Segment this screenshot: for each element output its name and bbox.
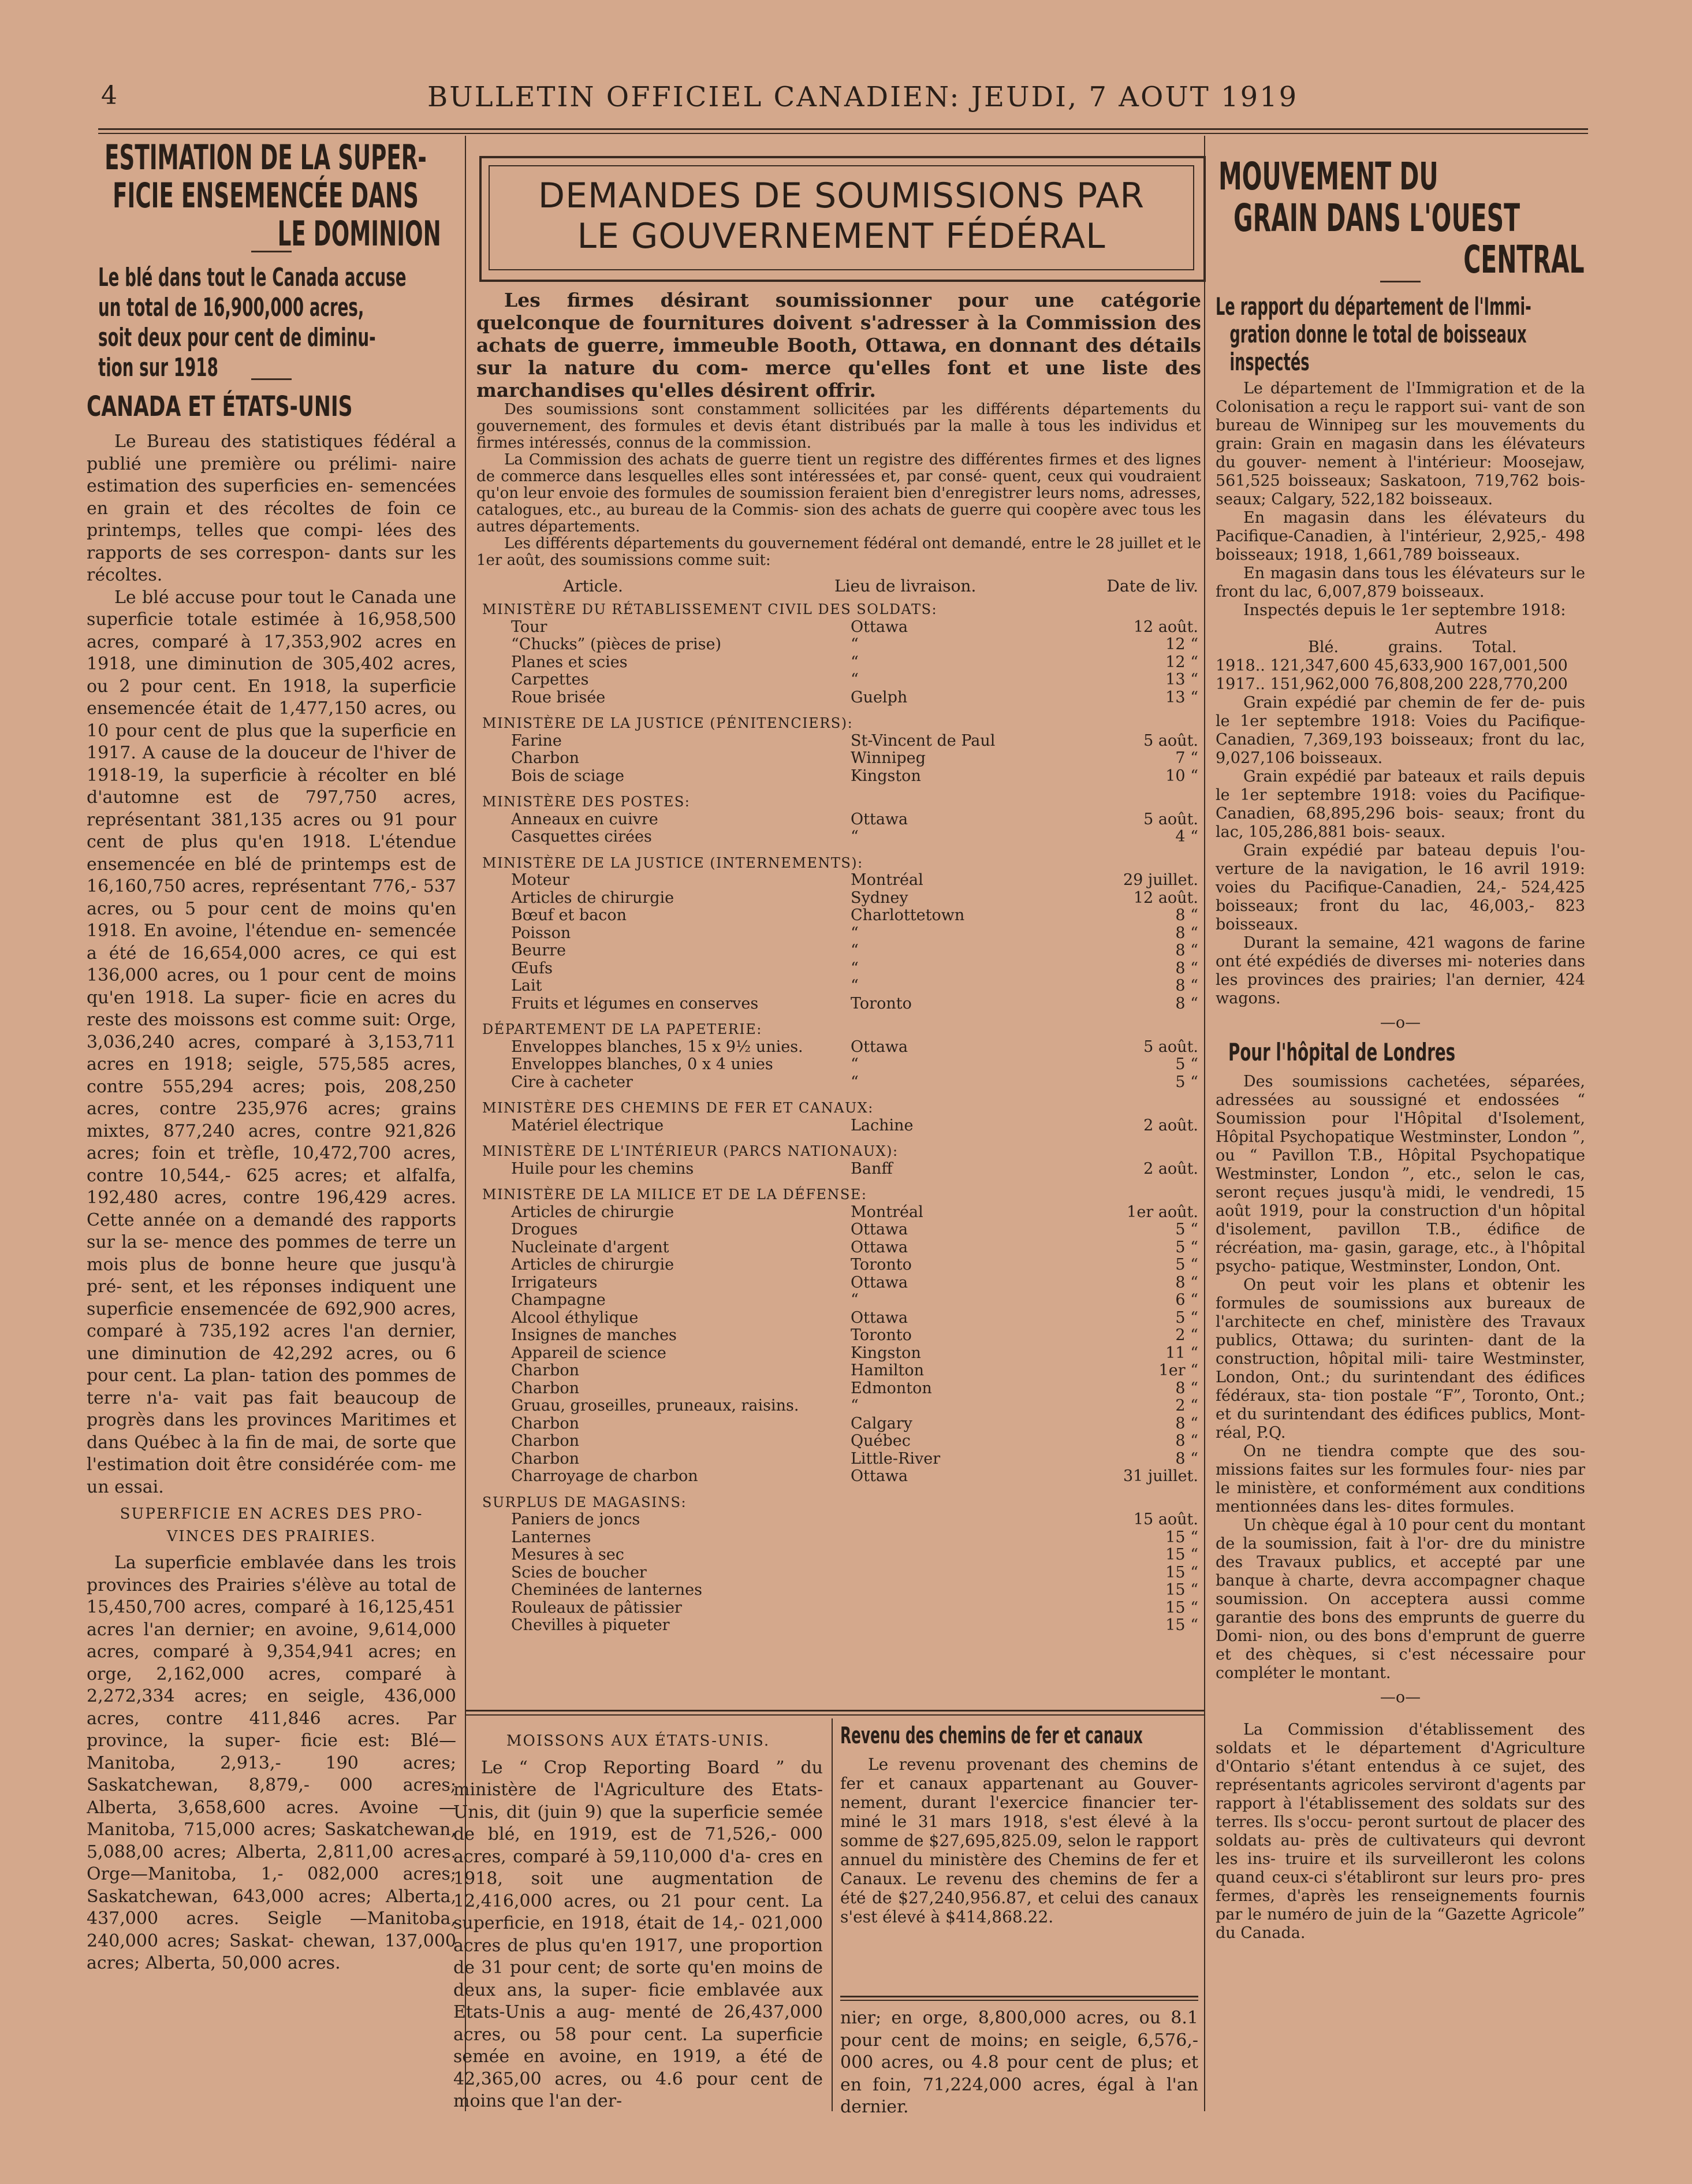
paragraph: Le Bureau des statistiques fédéral a publié une première ou prélimi- naire estimation des superficies en- semencées en grain et des récoltes de foin ce printemps, telles que compi- lées des rapports de ses correspon- dants sur les récoltes. — [87, 431, 456, 585]
table-row — [476, 654, 1198, 672]
cell-lieu: Banff — [851, 1159, 893, 1178]
cell-article: Enveloppes blanches, 15 x 9½ unies. — [511, 1037, 803, 1056]
header-rule — [98, 128, 1588, 130]
cell-lieu: Ottawa — [851, 1467, 908, 1485]
table-row — [476, 1380, 1198, 1398]
cell-lieu: Guelph — [851, 688, 908, 706]
cell-lieu: Ottawa — [851, 617, 908, 636]
table-row — [476, 1397, 1198, 1415]
paragraph: Grain expédié par bateaux et rails depuis le 1er septembre 1918: voies du Pacifique-Canadien, 68,895,296 bois- seaux; front du lac, 105,286,881 bois- seaux. — [1216, 768, 1585, 841]
page-title: BULLETIN OFFICIEL CANADIEN: JEUDI, 7 AOUT 1919 — [427, 81, 1299, 113]
table-row — [476, 1564, 1198, 1582]
header-rule-thin — [98, 133, 1588, 134]
cell-date: 5 “ — [1175, 1073, 1198, 1091]
table-body — [476, 601, 1198, 1635]
table-section-title: MINISTÈRE DE LA JUSTICE (INTERNEMENTS): — [482, 854, 863, 871]
cell-lieu: Winnipeg — [851, 749, 926, 767]
cell-date: 8 “ — [1175, 942, 1198, 959]
article-title: Revenu des chemins de fer et canaux — [840, 1722, 1143, 1749]
section-rule — [840, 1996, 1198, 1997]
cell-lieu: Toronto — [851, 1256, 912, 1274]
cell-article: Beurre — [511, 942, 567, 959]
table-row — [476, 1415, 1198, 1433]
table-section-title: MINISTÈRE DE LA MILICE ET DE LA DÉFENSE: — [482, 1186, 867, 1203]
cell-lieu: “ — [851, 924, 859, 942]
cell-date: 10 “ — [1165, 767, 1198, 785]
paragraph: Grain expédié par bateau depuis l'ou- verture de la navigation, le 16 avril 1919: voies du Pacifique-Canadien, 24,- 524,425 boisseaux; front du lac, 46,003,- 823 boisseaux. — [1216, 842, 1585, 933]
cell-lieu: Charlottetown — [851, 906, 965, 924]
cell-date: 7 “ — [1175, 749, 1198, 767]
cell-article: Tour — [511, 617, 547, 636]
table-section-title: MINISTÈRE DES POSTES: — [482, 794, 691, 810]
stats-row: 1917.. 151,962,000 76,808,200 228,770,200 — [1216, 675, 1568, 693]
table-row — [476, 1056, 1198, 1074]
cell-article: Bois de sciage — [511, 767, 624, 785]
cell-date: 5 août. — [1143, 1037, 1198, 1056]
cell-lieu: “ — [851, 653, 859, 671]
right-column — [1216, 156, 1585, 1943]
cell-date: 8 “ — [1175, 1273, 1198, 1292]
cell-article: Roue brisée — [511, 688, 606, 706]
cell-date: 1er août. — [1127, 1203, 1198, 1221]
cell-date: 5 “ — [1175, 1238, 1198, 1256]
tender-table — [476, 578, 1198, 1635]
moissons-article — [453, 1730, 823, 2113]
cell-date: 15 août. — [1133, 1510, 1198, 1528]
cell-article: Alcool éthylique — [511, 1308, 639, 1327]
cell-article: Charbon — [511, 1379, 579, 1397]
paragraph: Un chèque égal à 10 pour cent du montant de la soumission, fait à l'or- dre du ministre des Travaux publics, et accepté par une banque à charte, devra accompagner chaque soumission. On acceptera aussi comme garantie des bons des emprunts de guerre du Domi- nion, ou des bons d'emprunt de guerre et des chèques, si c'est nécessaire pour compléter le montant. — [1216, 1516, 1585, 1682]
cell-lieu: Sydney — [851, 888, 908, 907]
paragraph: Grain expédié par chemin de fer de- puis le 1er septembre 1918: Voies du Pacifique-Canadien, 7,369,193 boisseaux; front du lac, 9,027,106 boisseaux. — [1216, 694, 1585, 767]
paragraph: Le département de l'Immigration et de la Colonisation a reçu le rapport sui- vant de son bureau de Winnipeg sur les mouvements du grain: Grain en magasin dans les élévateurs du gouver- nement à l'intérieur: Moosejaw, 561,525 boisseaux; Saskatoon, 719,762 bois- seaux; Calgary, 522,182 boisseaux. — [1216, 379, 1585, 508]
cell-article: Appareil de science — [511, 1344, 666, 1362]
cell-date: 5 “ — [1175, 1055, 1198, 1073]
lead-paragraph: Les firmes désirant soumissionner pour une catégorie quelconque de fournitures doivent s'adresser à la Commission des achats de guerre, immeuble Booth, Ottawa, en donnant des détails sur la nature du com- merce qu'elles font et une liste des marchandises qu'elles désirent offrir. — [476, 289, 1201, 401]
column-header: Lieu de livraison. — [834, 576, 977, 596]
cell-date: 13 “ — [1165, 671, 1198, 689]
paragraph: La superficie emblavée dans les trois provinces des Prairies s'élève au total de 15,450,700 acres, comparé à 16,125,451 acres l'an dernier; en avoine, 9,614,000 acres, comparé à 9,354,941 acres; en orge, 2,162,000 acres, comparé à 2,272,334 acres; en seigle, 436,000 acres, contre 411,846 acres. Par province, la super- ficie est: Blé—Manitoba, 2,913,- 190 acres; Saskatchewan, 8,879,- 000 acres; Alberta, 3,658,600 acres. Avoine — Manitoba, 715,000 acres; Saskatchewan, 5,088,00 acres; Alberta, 2,811,00 acres. Orge—Manitoba, 1,- 082,000 acres; Saskatchewan, 643,000 acres; Alberta, 437,000 acres. Seigle —Manitoba, 240,000 acres; Saskat- chewan, 137,000 acres; Alberta, 50,000 acres. — [87, 1553, 456, 1973]
cell-date: 12 août. — [1133, 617, 1198, 636]
cell-lieu: Ottawa — [851, 1238, 908, 1256]
cell-lieu: Toronto — [851, 1326, 912, 1344]
column-header: Article. — [563, 576, 623, 596]
cell-date: 4 “ — [1175, 828, 1198, 846]
cell-date: 12 août. — [1133, 888, 1198, 907]
table-row — [476, 732, 1198, 750]
table-row — [476, 995, 1198, 1013]
paragraph: Durant la semaine, 421 wagons de farine ont été expédiés de diverses mi- noteries dans les provinces des prairies; l'an dernier, 424 wagons. — [1216, 934, 1585, 1007]
cell-date: 15 “ — [1165, 1581, 1198, 1599]
cell-lieu: Ottawa — [851, 1037, 908, 1056]
paragraph: La Commission des achats de guerre tient un registre des différentes firmes et des lignes de commerce dans lesquelles elles sont intéressées et, par consé- quent, ceux qui voudraient qu'on leur envoie des formules de soumission feraient bien d'enregistrer leurs noms, adresses, catalogues, etc., au bureau de la Commis- sion des achats de guerre qui coopère avec tous les autres départements. — [476, 451, 1201, 535]
cell-article: Moteur — [511, 871, 570, 889]
table-row — [476, 890, 1198, 907]
cell-lieu: Ottawa — [851, 1308, 908, 1327]
table-row — [476, 689, 1198, 707]
cell-article: Irrigateurs — [511, 1273, 598, 1292]
column-header: Date de liv. — [1106, 576, 1198, 596]
table-row — [476, 1327, 1198, 1345]
paragraph: nier; en orge, 8,800,000 acres, ou 8.1 pour cent de moins; en seigle, 6,576,- 000 acres, ou 4.8 pour cent de plus; et en foin, 71,224,000 acres, égal à l'an dernier. — [840, 2008, 1198, 2117]
cell-lieu: St-Vincent de Paul — [851, 731, 996, 750]
paragraph: En magasin dans tous les élévateurs sur le front du lac, 6,007,879 boisseaux. — [1216, 564, 1585, 601]
separator-ornament: —o— — [1380, 1688, 1421, 1706]
cell-lieu: “ — [851, 671, 859, 689]
cell-article: Poisson — [511, 924, 571, 942]
cell-date: 13 “ — [1165, 688, 1198, 706]
cell-lieu: “ — [851, 942, 859, 959]
cell-lieu: “ — [851, 828, 859, 846]
table-row — [476, 1599, 1198, 1617]
table-row — [476, 925, 1198, 943]
stats-header: Blé. grains. Total. — [1308, 638, 1517, 656]
cell-article: Farine — [511, 731, 562, 750]
divider — [1380, 281, 1421, 282]
cell-date: 8 “ — [1175, 1414, 1198, 1433]
section-title: CANADA ET ÉTATS-UNIS — [87, 390, 353, 423]
table-row — [476, 872, 1198, 890]
left-column — [87, 139, 456, 1975]
cell-article: Articles de chirurgie — [511, 1203, 674, 1221]
cell-lieu: Edmonton — [851, 1379, 932, 1397]
cell-article: Articles de chirurgie — [511, 1256, 674, 1274]
table-row — [476, 1617, 1198, 1635]
cell-article: Charbon — [511, 1361, 579, 1379]
cell-article: Insignes de manches — [511, 1326, 677, 1344]
cell-date: 8 “ — [1175, 1449, 1198, 1468]
table-row — [476, 1546, 1198, 1564]
table-row — [476, 1362, 1198, 1380]
cell-lieu: Kingston — [851, 1344, 921, 1362]
left-subheadline: Le blé dans tout le Canada accuse un total de 16,900,000 acres, soit deux pour cent de diminu- tion sur 1918 — [98, 263, 407, 382]
cell-lieu: “ — [851, 959, 859, 977]
paragraph: Inspectés depuis le 1er septembre 1918: — [1243, 601, 1566, 619]
cell-article: “Chucks” (pièces de prise) — [511, 635, 721, 653]
cell-article: Paniers de joncs — [511, 1510, 640, 1528]
table-section-title: MINISTÈRE DE L'INTÉRIEUR (PARCS NATIONAUX): — [482, 1143, 899, 1159]
cell-date: 1er “ — [1158, 1361, 1198, 1379]
table-row — [476, 1511, 1198, 1529]
cell-lieu: “ — [851, 1073, 859, 1091]
table-row — [476, 1468, 1198, 1486]
table-row — [476, 636, 1198, 654]
cell-article: Articles de chirurgie — [511, 888, 674, 907]
cell-date: 5 août. — [1143, 810, 1198, 828]
table-header — [476, 578, 1198, 601]
cell-lieu: Toronto — [851, 994, 912, 1013]
cell-article: Œufs — [511, 959, 553, 977]
cell-lieu: Lachine — [851, 1116, 914, 1134]
table-row — [476, 1309, 1198, 1327]
cell-article: Carpettes — [511, 671, 589, 689]
cell-article: Scies de boucher — [511, 1563, 647, 1582]
cell-date: 31 juillet. — [1123, 1467, 1198, 1485]
cell-article: Enveloppes blanches, 0 x 4 unies — [511, 1055, 773, 1073]
cell-date: 8 “ — [1175, 977, 1198, 995]
stats-row: 1918.. 121,347,600 45,633,900 167,001,500 — [1216, 657, 1568, 675]
cell-lieu: Ottawa — [851, 1221, 908, 1238]
left-headline: ESTIMATION DE LA SUPER- FICIE ENSEMENCÉE DANS LE DOMINION — [105, 137, 441, 254]
middle-intro — [476, 289, 1201, 569]
table-section-title: DÉPARTEMENT DE LA PAPETERIE: — [482, 1021, 762, 1037]
cell-date: 15 “ — [1165, 1598, 1198, 1617]
cell-date: 12 “ — [1165, 635, 1198, 653]
paragraph: Le “ Crop Reporting Board ” du ministère de l'Agriculture des Etats- Unis, dit (juin 9) que la superficie semée de blé, en 1919, est de 71,526,- 000 acres, comparé à 59,110,000 d'a- cres en 1918, soit une augmentation de 12,416,000 acres, ou 21 pour cent. La superficie, en 1918, était de 14,- 021,000 acres de plus qu'en 1917, une proportion de 31 pour cent; de sorte qu'en moins de deux ans, la super- ficie emblavée aux Etats-Unis a aug- menté de 26,437,000 acres, ou 58 pour cent. La superficie semée en avoine, en 1919, a été de 42,365,00 acres, ou 4.6 pour cent de moins que l'an der- — [453, 1757, 823, 2111]
cell-date: 2 août. — [1143, 1116, 1198, 1134]
separator-ornament: —o— — [1380, 1014, 1421, 1032]
cell-article: Gruau, groseilles, pruneaux, raisins. — [511, 1397, 799, 1415]
cell-article: Huile pour les chemins — [511, 1159, 694, 1178]
cell-article: Chevilles à piqueter — [511, 1616, 670, 1634]
table-row — [476, 750, 1198, 768]
table-row — [476, 1292, 1198, 1309]
subsection-title: SUPERFICIE EN ACRES DES PRO- VINCES DES PRAIRIES. — [120, 1505, 423, 1545]
page-number: 4 — [101, 81, 117, 110]
cell-lieu: Little-River — [851, 1449, 941, 1468]
column-divider — [1204, 136, 1205, 2111]
table-row — [476, 811, 1198, 829]
cell-date: 8 “ — [1175, 906, 1198, 924]
revenu-article — [840, 1721, 1198, 1926]
cell-date: 5 août. — [1143, 731, 1198, 750]
cell-date: 15 “ — [1165, 1563, 1198, 1582]
cell-lieu: “ — [851, 1055, 859, 1073]
paragraph: En magasin dans les élévateurs du Pacifique-Canadien, à l'intérieur, 2,925,- 498 boisseaux; 1918, 1,661,789 boisseaux. — [1216, 509, 1585, 564]
paragraph: La Commission d'établissement des soldats et le département d'Agriculture d'Ontario s'étant entendus à ce sujet, des représentants agricoles serviront d'agents par rapport à l'établissement des soldats sur des terres. Ils s'occu- peront surtout de placer des soldats au- près de cultivateurs qui devront les ins- truire et ils surveilleront les colons quand ceux-ci s'établiront sur leurs pro- pres fermes, d'après les renseignements fournis par le numéro de juin de la “Gazette Agricole” du Canada. — [1216, 1721, 1585, 1942]
box-title: DEMANDES DE SOUMISSIONS PAR LE GOUVERNEMENT FÉDÉRAL — [538, 176, 1145, 256]
table-row — [476, 1582, 1198, 1599]
cell-date: 5 “ — [1175, 1221, 1198, 1238]
table-row — [476, 1117, 1198, 1135]
paragraph: Le blé accuse pour tout le Canada une superficie totale estimée à 16,958,500 acres, comparé à 17,353,902 acres en 1918, une diminution de 305,402 acres, ou 2 pour cent. En 1918, la superficie ensemencée était de 1,477,150 acres, ou 10 pour cent de plus que la superficie en 1917. A cause de la douceur de l'hiver de 1918-19, la superficie à récolter en blé d'automne est de 797,750 acres, représentant 381,135 acres ou 91 pour cent de plus qu'en 1918. L'étendue ensemencée en blé de printemps est de 16,160,750 acres, représentant 776,- 537 acres, ou 5 pour cent de moins qu'en 1918. En avoine, l'étendue en- semencée a été de 16,654,000 acres, ce qui est 136,000 acres, ou 1 pour cent de moins qu'en 1918. La super- ficie en acres du reste des moissons est comme suit: Orge, 3,036,240 acres, comparé à 3,153,711 acres en 1918; seigle, 575,585 acres, contre 555,294 acres; pois, 208,250 acres, contre 235,976 acres; grains mixtes, 877,240 acres, contre 921,826 acres; foin et trèfle, 10,472,700 acres, contre 10,544,- 625 acres; et alfalfa, 192,480 acres, contre 196,429 acres. Cette année on a demandé des rapports sur la se- mence des pommes de terre un mois plus de bonne heure que jusqu'à pré- sent, et les réponses indiquent une superficie ensemencée de 692,900 acres, comparé à 735,192 acres l'an dernier, une diminution de 42,292 acres, ou 6 pour cent. La plan- tation des pommes de terre n'a- vait pas fait beaucoup de progrès dans les provinces Maritimes et dans Québec à la fin de mai, de sorte que l'estimation doit être considérée com- me un essai. — [87, 587, 456, 1497]
cell-date: 2 “ — [1175, 1326, 1198, 1344]
table-section-title: MINISTÈRE DE LA JUSTICE (PÉNITENCIERS): — [482, 715, 854, 731]
paragraph: On ne tiendra compte que des sou- missions faites sur les formules four- nies par le ministère, et conformément aux conditions mentionnées dans les- dites formules. — [1216, 1442, 1585, 1516]
table-row — [476, 768, 1198, 786]
stats-header: Autres — [1435, 620, 1488, 638]
section-rule — [465, 1714, 1204, 1716]
cell-article: Champagne — [511, 1291, 606, 1309]
table-row — [476, 1039, 1198, 1056]
table-row — [476, 828, 1198, 846]
table-section-title: SURPLUS DE MAGASINS: — [482, 1494, 687, 1510]
moissons-continued — [840, 2007, 1198, 2119]
article-title: MOISSONS AUX ÉTATS-UNIS. — [506, 1732, 770, 1750]
cell-lieu: Kingston — [851, 767, 921, 785]
column-divider — [832, 1718, 833, 2111]
cell-date: 6 “ — [1175, 1291, 1198, 1309]
title-box — [479, 156, 1206, 282]
cell-lieu: Hamilton — [851, 1361, 925, 1379]
cell-date: 8 “ — [1175, 924, 1198, 942]
cell-article: Fruits et légumes en conserves — [511, 994, 759, 1013]
cell-article: Charroyage de charbon — [511, 1467, 698, 1485]
table-row — [476, 1345, 1198, 1363]
title-box-inner — [489, 165, 1194, 270]
cell-article: Matériel électrique — [511, 1116, 664, 1134]
cell-lieu: Ottawa — [851, 1273, 908, 1292]
cell-article: Casquettes cirées — [511, 828, 652, 846]
cell-date: 8 “ — [1175, 959, 1198, 977]
cell-article: Mesures à sec — [511, 1546, 624, 1564]
cell-article: Anneaux en cuivre — [511, 810, 658, 828]
paragraph: Des soumissions sont constamment sollicitées par les différents départements du gouvernement, des formules et devis étant distribués par la malle à tous les individus et firmes intéressés, connus de la commission. — [476, 401, 1201, 452]
cell-article: Charbon — [511, 1449, 579, 1468]
table-section-title: MINISTÈRE DES CHEMINS DE FER ET CANAUX: — [482, 1100, 874, 1116]
paragraph: On peut voir les plans et obtenir les formules de soumissions aux bureaux de l'architecte en chef, ministère des Travaux publics, Ottawa; du surinten- dant de la construction, hôpital mili- taire Westminster, London, Ont.; du surintendant des édifices fédéraux, sta- tion postale “F”, Toronto, Ont.; et du surintendant des édifices publics, Mont- réal, P.Q. — [1216, 1276, 1585, 1442]
cell-article: Lanternes — [511, 1528, 591, 1546]
table-row — [476, 1239, 1198, 1257]
cell-date: 29 juillet. — [1123, 871, 1198, 889]
cell-lieu: Montréal — [851, 1203, 923, 1221]
cell-lieu: “ — [851, 977, 859, 995]
cell-article: Charbon — [511, 749, 579, 767]
table-row — [476, 1074, 1198, 1092]
table-row — [476, 1160, 1198, 1178]
table-row — [476, 1274, 1198, 1292]
table-row — [476, 1256, 1198, 1274]
cell-date: 11 “ — [1165, 1344, 1198, 1362]
table-section-title: MINISTÈRE DU RÉTABLISSEMENT CIVIL DES SOLDATS: — [482, 601, 938, 617]
cell-article: Drogues — [511, 1221, 578, 1238]
paragraph: Des soumissions cachetées, séparées, adressées au soussigné et endossées “ Soumission pour l'Hôpital d'Isolement, Hôpital Psychopatique Westminster, London ”, ou “ Pavillon T.B., Hôpital Psychopatique Westminster, London ”, etc., selon le cas, seront reçues jusqu'à midi, le vendredi, 15 août 1919, pour la construction d'un hôpital d'isolement, pavillon T.B., édifice de récréation, ma- gasin, garage, etc., à l'hôpital psycho- patique, Westminster, London, Ont. — [1216, 1073, 1585, 1275]
table-row — [476, 1433, 1198, 1450]
section-rule — [465, 1710, 1204, 1712]
cell-article: Charbon — [511, 1414, 579, 1433]
paragraph: Les différents départements du gouvernement fédéral ont demandé, entre le 28 juillet et le 1er août, des soumissions comme suit: — [476, 535, 1201, 569]
table-row — [476, 671, 1198, 689]
cell-date: 5 “ — [1175, 1256, 1198, 1274]
cell-article: Nucleinate d'argent — [511, 1238, 669, 1256]
cell-article: Lait — [511, 977, 542, 995]
cell-lieu: Québec — [851, 1432, 911, 1450]
paragraph: Le revenu provenant des chemins de fer et canaux appartenant au Gouver- nement, durant l'exercice financier ter- miné le 31 mars 1918, s'est élevé à la somme de $27,695,825.09, selon le rapport annuel du ministère des Chemins de fer et Canaux. Le revenu des chemins de fer a été de $27,240,956.87, et celui des canaux s'est élevé à $414,868.22. — [840, 1755, 1198, 1926]
table-row — [476, 942, 1198, 960]
cell-article: Rouleaux de pâtissier — [511, 1598, 682, 1617]
table-row — [476, 619, 1198, 637]
cell-article: Cheminées de lanternes — [511, 1581, 702, 1599]
table-row — [476, 907, 1198, 925]
cell-date: 8 “ — [1175, 1379, 1198, 1397]
cell-article: Planes et scies — [511, 653, 628, 671]
table-row — [476, 1529, 1198, 1547]
cell-lieu: Calgary — [851, 1414, 912, 1433]
cell-date: 8 “ — [1175, 994, 1198, 1013]
table-row — [476, 977, 1198, 995]
cell-date: 15 “ — [1165, 1546, 1198, 1564]
cell-lieu: Montréal — [851, 871, 923, 889]
cell-date: 12 “ — [1165, 653, 1198, 671]
cell-date: 8 “ — [1175, 1432, 1198, 1450]
table-row — [476, 1450, 1198, 1468]
table-row — [476, 1221, 1198, 1239]
cell-lieu: Ottawa — [851, 810, 908, 828]
table-row — [476, 1204, 1198, 1222]
cell-lieu: “ — [851, 635, 859, 653]
right-headline: MOUVEMENT DU GRAIN DANS L'OUEST CENTRAL — [1218, 154, 1585, 282]
cell-date: 15 “ — [1165, 1616, 1198, 1634]
cell-article: Charbon — [511, 1432, 579, 1450]
table-row — [476, 960, 1198, 978]
cell-date: 2 août. — [1143, 1159, 1198, 1178]
cell-article: Bœuf et bacon — [511, 906, 627, 924]
right-subheadline: Le rapport du département de l'Immi- gration donne le total de boisseaux inspectés — [1216, 292, 1531, 376]
cell-date: 5 “ — [1175, 1308, 1198, 1327]
cell-lieu: “ — [851, 1397, 859, 1415]
section-rule — [840, 2000, 1198, 2001]
cell-date: 2 “ — [1175, 1397, 1198, 1415]
cell-lieu: “ — [851, 1291, 859, 1309]
cell-date: 15 “ — [1165, 1528, 1198, 1546]
cell-article: Cire à cacheter — [511, 1073, 633, 1091]
article-title: Pour l'hôpital de Londres — [1228, 1038, 1456, 1066]
